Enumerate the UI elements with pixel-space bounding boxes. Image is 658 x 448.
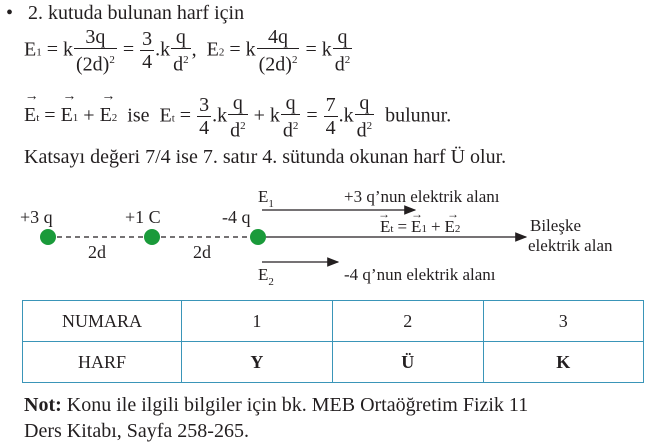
charge-label-3: -4 q xyxy=(222,207,251,227)
square: 2 xyxy=(183,54,189,66)
table-cell: Y xyxy=(182,342,333,383)
frac-den xyxy=(281,115,301,142)
fraction-q-d2 xyxy=(171,26,191,76)
square: 2 xyxy=(109,54,115,66)
square: 2 xyxy=(292,120,299,132)
fraction-q-d2 xyxy=(281,92,301,142)
fraction-4q-2d xyxy=(257,26,300,76)
ise-word: ise xyxy=(127,104,150,127)
fraction-3q-2d xyxy=(74,26,117,76)
charge-label-1: +3 q xyxy=(20,207,53,227)
frac-den xyxy=(257,49,300,76)
frac-num: 3 xyxy=(142,28,153,51)
fraction-3-4 xyxy=(197,94,211,139)
charge-dot-3 xyxy=(250,229,266,245)
frac-num: q xyxy=(281,92,301,115)
square: 2 xyxy=(291,54,298,66)
frac-den xyxy=(74,49,117,76)
plus: + xyxy=(83,104,95,127)
e2-subscript: 2 xyxy=(218,46,225,59)
frac-num: 3q xyxy=(74,26,117,49)
fraction-q-d2 xyxy=(355,92,375,142)
table-cell: 2 xyxy=(332,301,483,342)
e1-symbol: E xyxy=(24,38,37,61)
frac-den-text: d xyxy=(173,53,184,76)
k-constant: k xyxy=(63,38,73,61)
e1-description: +3 q’nun elektrik alanı xyxy=(344,187,500,206)
k-constant: k xyxy=(321,38,332,61)
frac-den-text: d xyxy=(356,119,367,142)
k-constant: k xyxy=(245,38,256,61)
note-line2: Ders Kitabı, Sayfa 258-265. xyxy=(24,420,249,442)
charge-dot-2 xyxy=(144,229,160,245)
frac-num: 4q xyxy=(257,26,300,49)
resultant-equation: Et = E1 + E2 xyxy=(380,217,461,236)
intro-line xyxy=(6,2,244,25)
e1-vector xyxy=(61,104,79,127)
frac-num: 7 xyxy=(325,94,336,117)
et-subscript: t xyxy=(171,112,175,125)
frac-num: 3 xyxy=(199,94,210,117)
fraction-q-d2 xyxy=(228,92,248,142)
fraction-q-d2 xyxy=(333,26,353,76)
et-symbol: E xyxy=(24,104,37,127)
k-dot: .k xyxy=(155,38,171,61)
vector-arrows: → → → xyxy=(378,207,459,221)
frac-den-text: (2d) xyxy=(76,53,110,76)
square: 2 xyxy=(240,120,246,132)
frac-den xyxy=(355,115,375,142)
k-dot: .k xyxy=(212,104,228,127)
equation-total-field: → Et = → E1 + → E2 ise Et = $\frac{3}{4}$ .k $\frac{q}{d^2}$ + k $\frac{q}{d^2}$ = $\frac{7}{4}$ .k $\frac{q}{d^2}$ bulunur. xyxy=(24,92,451,142)
equation-e1-e2: E1 = k $\frac{3q}{(2d)^2}$ = $\frac{3}{4}$ .k $\frac{q}{d^2}$ , E2 = k $\frac{4q}{(2d)^2}$ = k $\frac{q}{d^2}$ xyxy=(24,26,351,76)
charge-label-2: +1 C xyxy=(125,207,161,227)
frac-den: 4 xyxy=(325,117,336,140)
table-header-row xyxy=(23,301,644,342)
frac-den: 4 xyxy=(199,117,210,140)
e1-subscript: 1 xyxy=(72,112,79,125)
frac-den xyxy=(171,49,191,76)
e2-symbol: E xyxy=(99,104,112,127)
table-cell: 1 xyxy=(182,301,333,342)
summary-text: Katsayı değeri 7/4 ise 7. satır 4. sütunda okunan harf Ü olur. xyxy=(24,146,507,168)
table-cell: 3 xyxy=(483,301,643,342)
distance-label-1: 2d xyxy=(88,242,106,262)
note-line1: Konu ile ilgili bilgiler için bk. MEB Ortaöğretim Fizik 11 xyxy=(66,394,529,416)
table-row xyxy=(23,342,644,383)
frac-den xyxy=(333,49,353,76)
frac-den-text: d xyxy=(334,53,345,76)
e2-vector xyxy=(100,104,118,127)
fraction-7-4 xyxy=(324,94,338,139)
e2-description: -4 q’nun elektrik alanı xyxy=(344,265,496,284)
frac-den-text: (2d) xyxy=(258,53,292,76)
e1-symbol: E xyxy=(60,104,73,127)
square: 2 xyxy=(366,120,373,132)
frac-num: q xyxy=(333,26,353,49)
frac-den-text: d xyxy=(282,119,293,142)
note-block xyxy=(24,392,528,444)
frac-num: q xyxy=(171,26,191,49)
et-symbol: E xyxy=(159,104,172,127)
intro-text: 2. kutuda bulunan harf için xyxy=(28,2,245,24)
plus-k: + k xyxy=(253,104,280,127)
frac-den: 4 xyxy=(142,51,153,74)
distance-label-2: 2d xyxy=(193,242,211,262)
table-cell: NUMARA xyxy=(23,301,182,342)
e2-subscript: 2 xyxy=(111,112,118,125)
note-label: Not: xyxy=(24,394,62,416)
k-dot: .k xyxy=(338,104,354,127)
letter-table xyxy=(22,300,644,383)
resultant-label-line2: elektrik alan xyxy=(528,236,613,255)
charge-dot-1 xyxy=(40,229,56,245)
bullet: • xyxy=(6,2,14,24)
result-word: bulunur. xyxy=(385,104,452,127)
table-cell: Ü xyxy=(332,342,483,383)
e2-arrow-label: $E_2$ xyxy=(258,265,274,288)
square: 2 xyxy=(344,54,351,66)
equals: = xyxy=(44,104,56,127)
frac-den-text: d xyxy=(230,119,241,142)
field-diagram xyxy=(0,180,658,290)
e2-symbol: E xyxy=(206,38,219,61)
frac-num: q xyxy=(228,92,248,115)
e1-arrow-label: $E_1$ xyxy=(258,187,274,210)
e1-subscript: 1 xyxy=(36,46,42,59)
frac-den xyxy=(228,115,248,142)
frac-num: q xyxy=(355,92,375,115)
et-subscript: t xyxy=(36,112,40,125)
fraction-3-4 xyxy=(140,28,154,73)
table-cell: K xyxy=(483,342,643,383)
et-vector xyxy=(24,104,39,127)
resultant-label-line1: Bileşke xyxy=(530,216,581,235)
table-cell: HARF xyxy=(23,342,182,383)
